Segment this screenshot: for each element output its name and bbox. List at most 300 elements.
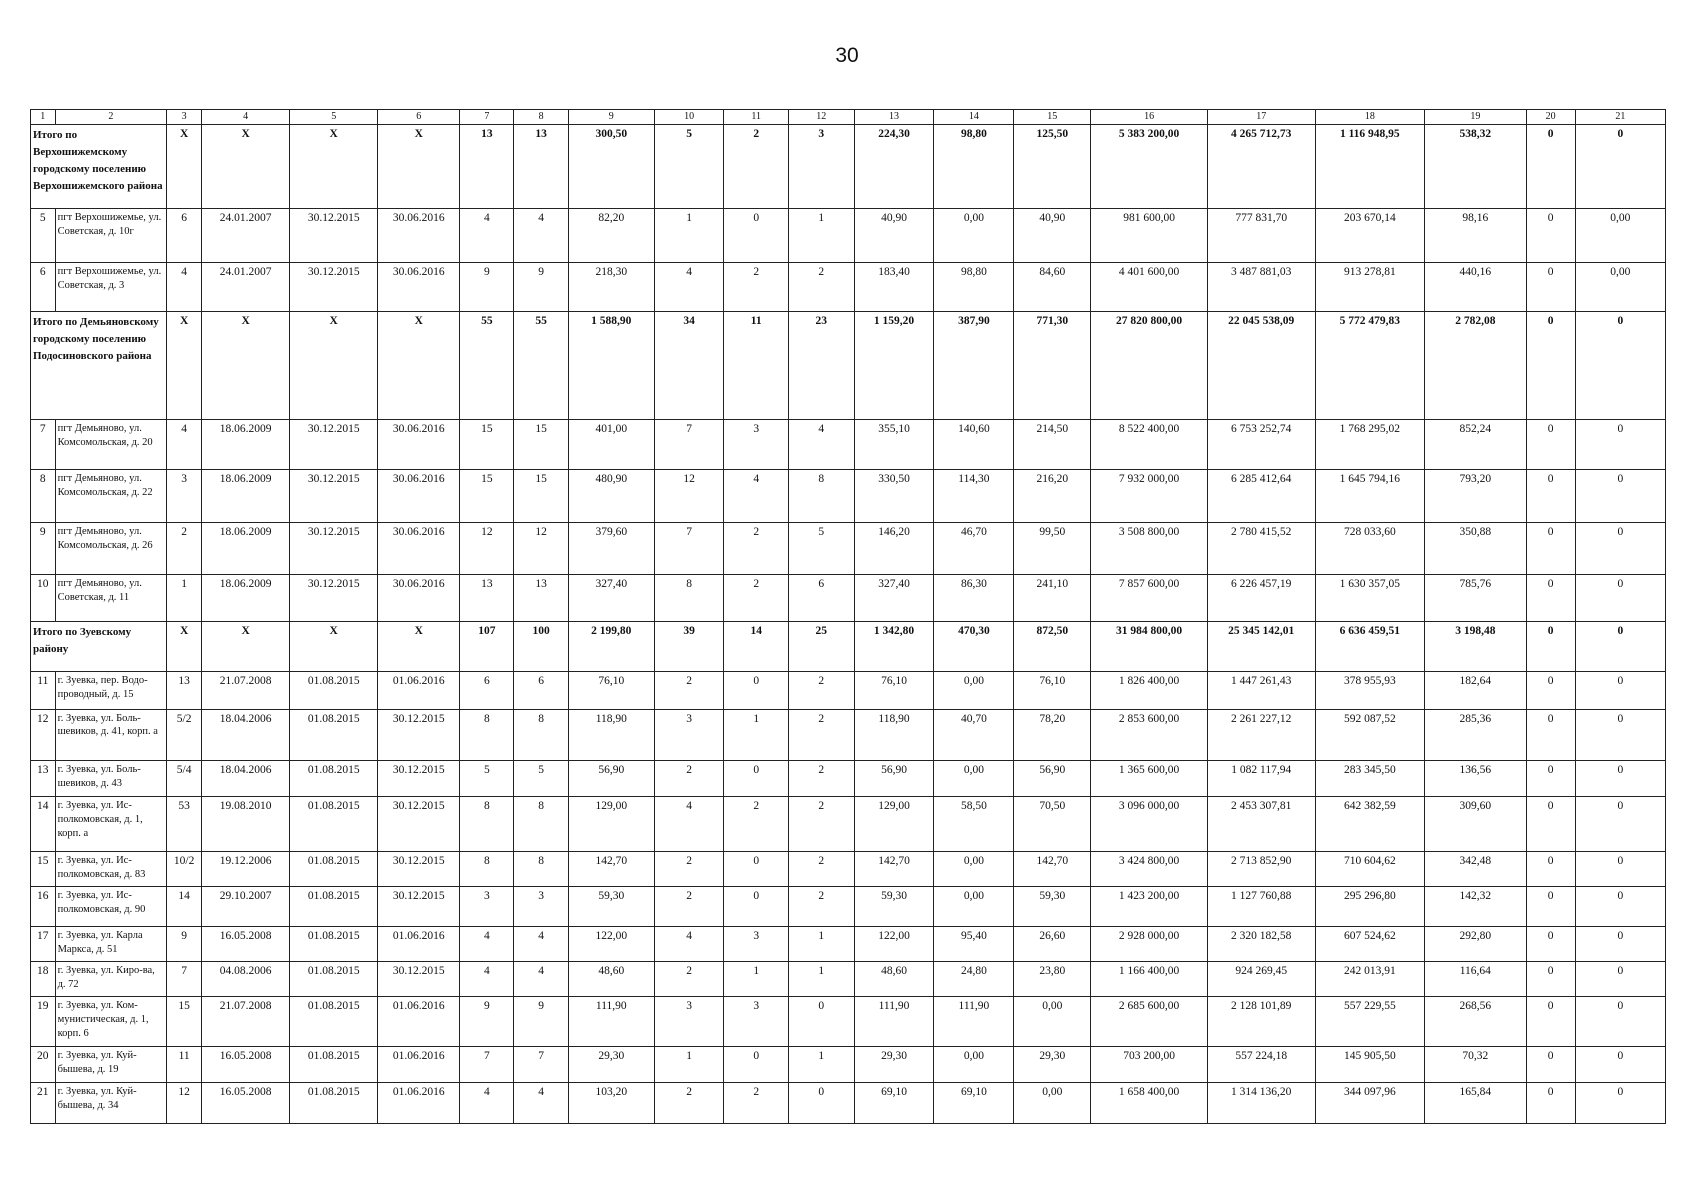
table-cell: 0 bbox=[1575, 124, 1665, 208]
table-cell: 2 453 307,81 bbox=[1207, 796, 1315, 851]
table-cell: 4 bbox=[654, 263, 724, 312]
subtotal-label: Итого по Верхошижемскому городскому поселению Верхошижемского района bbox=[31, 124, 167, 208]
table-cell: 31 984 800,00 bbox=[1091, 622, 1208, 672]
table-cell: 2 780 415,52 bbox=[1207, 523, 1315, 575]
column-number: 16 bbox=[1091, 110, 1208, 125]
table-cell: 3 bbox=[724, 926, 789, 961]
table-cell: 18.04.2006 bbox=[202, 709, 290, 760]
table-cell: 01.08.2015 bbox=[290, 760, 378, 796]
table-cell: 1 630 357,05 bbox=[1315, 575, 1425, 622]
table-cell: 480,90 bbox=[568, 469, 654, 522]
table-cell: 01.06.2016 bbox=[378, 997, 460, 1047]
table-cell: 0 bbox=[1526, 926, 1575, 961]
table-row bbox=[31, 575, 1666, 622]
table-cell: 01.06.2016 bbox=[378, 672, 460, 709]
subtotal-row bbox=[31, 622, 1666, 672]
table-cell: 0 bbox=[1526, 523, 1575, 575]
table-cell: 70,50 bbox=[1014, 796, 1091, 851]
table-cell: 5 772 479,83 bbox=[1315, 312, 1425, 420]
table-cell: 2 bbox=[724, 124, 789, 208]
table-cell: 14 bbox=[724, 622, 789, 672]
column-number: 20 bbox=[1526, 110, 1575, 125]
table-cell: 142,32 bbox=[1425, 887, 1526, 926]
column-number: 11 bbox=[724, 110, 789, 125]
table-cell: 3 bbox=[789, 124, 855, 208]
table-cell: 6 226 457,19 bbox=[1207, 575, 1315, 622]
address-cell: г. Зуевка, ул. Ис-полкомовская, д. 90 bbox=[55, 887, 167, 926]
table-cell: X bbox=[290, 124, 378, 208]
row-number: 20 bbox=[31, 1047, 56, 1083]
subtotal-label: Итого по Зуевскому району bbox=[31, 622, 167, 672]
table-cell: 12 bbox=[460, 523, 514, 575]
table-cell: 3 bbox=[724, 419, 789, 469]
table-cell: 0 bbox=[1526, 124, 1575, 208]
table-cell: 4 bbox=[460, 209, 514, 263]
table-cell: 470,30 bbox=[934, 622, 1014, 672]
table-cell: 24.01.2007 bbox=[202, 209, 290, 263]
table-cell: 216,20 bbox=[1014, 469, 1091, 522]
table-cell: 9 bbox=[460, 997, 514, 1047]
table-cell: 16.05.2008 bbox=[202, 1083, 290, 1124]
table-cell: 01.08.2015 bbox=[290, 997, 378, 1047]
table-cell: 2 bbox=[789, 887, 855, 926]
address-cell: г. Зуевка, ул. Ком-мунистическая, д. 1, корп. 6 bbox=[55, 997, 167, 1047]
table-cell: 3 bbox=[514, 887, 568, 926]
table-cell: 6 636 459,51 bbox=[1315, 622, 1425, 672]
table-cell: 2 bbox=[654, 672, 724, 709]
table-cell: 15 bbox=[460, 469, 514, 522]
table-cell: 59,30 bbox=[854, 887, 934, 926]
table-cell: 21.07.2008 bbox=[202, 997, 290, 1047]
table-cell: 118,90 bbox=[854, 709, 934, 760]
table-cell: 1 342,80 bbox=[854, 622, 934, 672]
table-cell: 140,60 bbox=[934, 419, 1014, 469]
table-cell: X bbox=[167, 312, 202, 420]
table-cell: 3 bbox=[654, 997, 724, 1047]
table-cell: 309,60 bbox=[1425, 796, 1526, 851]
table-cell: 18.06.2009 bbox=[202, 575, 290, 622]
table-cell: 13 bbox=[514, 575, 568, 622]
table-cell: 8 bbox=[460, 796, 514, 851]
table-cell: 76,10 bbox=[568, 672, 654, 709]
table-cell: 56,90 bbox=[1014, 760, 1091, 796]
table-cell: 18.06.2009 bbox=[202, 419, 290, 469]
column-number: 2 bbox=[55, 110, 167, 125]
table-cell: 18.06.2009 bbox=[202, 469, 290, 522]
table-cell: 0 bbox=[1575, 575, 1665, 622]
table-cell: 8 522 400,00 bbox=[1091, 419, 1208, 469]
table-cell: 29,30 bbox=[1014, 1047, 1091, 1083]
row-number: 11 bbox=[31, 672, 56, 709]
table-cell: 0,00 bbox=[1575, 209, 1665, 263]
table-cell: 1 bbox=[654, 209, 724, 263]
table-cell: 0 bbox=[1526, 852, 1575, 887]
table-cell: 2 853 600,00 bbox=[1091, 709, 1208, 760]
table-cell: 22 045 538,09 bbox=[1207, 312, 1315, 420]
row-number: 15 bbox=[31, 852, 56, 887]
table-cell: 214,50 bbox=[1014, 419, 1091, 469]
table-cell: 78,20 bbox=[1014, 709, 1091, 760]
table-cell: 1 423 200,00 bbox=[1091, 887, 1208, 926]
table-cell: 1 588,90 bbox=[568, 312, 654, 420]
table-cell: 100 bbox=[514, 622, 568, 672]
table-cell: 182,64 bbox=[1425, 672, 1526, 709]
table-cell: 19.08.2010 bbox=[202, 796, 290, 851]
table-cell: 1 768 295,02 bbox=[1315, 419, 1425, 469]
table-cell: 30.12.2015 bbox=[378, 709, 460, 760]
table-cell: 0 bbox=[1526, 672, 1575, 709]
table-cell: 30.06.2016 bbox=[378, 575, 460, 622]
table-cell: 2 bbox=[724, 523, 789, 575]
table-cell: 0,00 bbox=[934, 1047, 1014, 1083]
table-cell: 1 116 948,95 bbox=[1315, 124, 1425, 208]
column-number: 21 bbox=[1575, 110, 1665, 125]
column-number: 10 bbox=[654, 110, 724, 125]
table-cell: 4 bbox=[460, 1083, 514, 1124]
table-cell: 1 166 400,00 bbox=[1091, 961, 1208, 996]
table-cell: 01.08.2015 bbox=[290, 1083, 378, 1124]
table-cell: 8 bbox=[514, 796, 568, 851]
table-cell: 852,24 bbox=[1425, 419, 1526, 469]
table-cell: 2 bbox=[654, 852, 724, 887]
table-cell: 01.06.2016 bbox=[378, 1047, 460, 1083]
row-number: 16 bbox=[31, 887, 56, 926]
table-cell: 283 345,50 bbox=[1315, 760, 1425, 796]
table-cell: 111,90 bbox=[854, 997, 934, 1047]
table-cell: 15 bbox=[167, 997, 202, 1047]
table-cell: 8 bbox=[514, 852, 568, 887]
table-cell: 2 685 600,00 bbox=[1091, 997, 1208, 1047]
table-cell: X bbox=[167, 622, 202, 672]
table-cell: 344 097,96 bbox=[1315, 1083, 1425, 1124]
table-cell: 0 bbox=[1575, 672, 1665, 709]
table-cell: 146,20 bbox=[854, 523, 934, 575]
row-number: 21 bbox=[31, 1083, 56, 1124]
table-cell: 76,10 bbox=[854, 672, 934, 709]
table-cell: 84,60 bbox=[1014, 263, 1091, 312]
table-cell: 56,90 bbox=[854, 760, 934, 796]
page-number: 30 bbox=[835, 44, 859, 67]
table-cell: 145 905,50 bbox=[1315, 1047, 1425, 1083]
table-cell: 295 296,80 bbox=[1315, 887, 1425, 926]
table-cell: 16.05.2008 bbox=[202, 1047, 290, 1083]
row-number: 12 bbox=[31, 709, 56, 760]
table-cell: 4 bbox=[654, 926, 724, 961]
table-cell: 5 383 200,00 bbox=[1091, 124, 1208, 208]
table-cell: 557 229,55 bbox=[1315, 997, 1425, 1047]
address-cell: г. Зуевка, пер. Водо-проводный, д. 15 bbox=[55, 672, 167, 709]
address-cell: г. Зуевка, ул. Киро-ва, д. 72 bbox=[55, 961, 167, 996]
table-cell: 30.06.2016 bbox=[378, 209, 460, 263]
table-cell: 3 bbox=[654, 709, 724, 760]
table-cell: 1 bbox=[789, 961, 855, 996]
column-number: 4 bbox=[202, 110, 290, 125]
address-cell: г. Зуевка, ул. Ис-полкомовская, д. 83 bbox=[55, 852, 167, 887]
table-cell: 0,00 bbox=[934, 672, 1014, 709]
table-row bbox=[31, 469, 1666, 522]
table-cell: 69,10 bbox=[854, 1083, 934, 1124]
table-cell: 98,16 bbox=[1425, 209, 1526, 263]
table-cell: 2 bbox=[789, 709, 855, 760]
table-cell: 710 604,62 bbox=[1315, 852, 1425, 887]
table-cell: 1 bbox=[789, 926, 855, 961]
table-cell: 300,50 bbox=[568, 124, 654, 208]
table-cell: 1 127 760,88 bbox=[1207, 887, 1315, 926]
row-number: 8 bbox=[31, 469, 56, 522]
table-cell: 34 bbox=[654, 312, 724, 420]
table-cell: 48,60 bbox=[854, 961, 934, 996]
row-number: 14 bbox=[31, 796, 56, 851]
table-cell: 01.08.2015 bbox=[290, 796, 378, 851]
table-cell: 58,50 bbox=[934, 796, 1014, 851]
address-cell: пгт Демьяново, ул. Комсомольская, д. 20 bbox=[55, 419, 167, 469]
table-cell: 4 bbox=[167, 263, 202, 312]
table-cell: 0 bbox=[724, 1047, 789, 1083]
table-cell: 981 600,00 bbox=[1091, 209, 1208, 263]
table-cell: 4 bbox=[514, 209, 568, 263]
table-cell: 3 bbox=[724, 997, 789, 1047]
table-cell: 7 bbox=[654, 419, 724, 469]
table-cell: 23,80 bbox=[1014, 961, 1091, 996]
table-cell: 01.08.2015 bbox=[290, 887, 378, 926]
table-row bbox=[31, 760, 1666, 796]
table-cell: 142,70 bbox=[568, 852, 654, 887]
table-cell: 2 782,08 bbox=[1425, 312, 1526, 420]
table-cell: 0 bbox=[724, 209, 789, 263]
row-number: 13 bbox=[31, 760, 56, 796]
table-cell: 86,30 bbox=[934, 575, 1014, 622]
table-cell: 103,20 bbox=[568, 1083, 654, 1124]
table-cell: 4 bbox=[514, 961, 568, 996]
table-cell: 15 bbox=[514, 419, 568, 469]
column-number: 15 bbox=[1014, 110, 1091, 125]
table-cell: 1 082 117,94 bbox=[1207, 760, 1315, 796]
table-cell: 2 199,80 bbox=[568, 622, 654, 672]
table-row bbox=[31, 672, 1666, 709]
table-cell: 0 bbox=[1526, 760, 1575, 796]
table-cell: 11 bbox=[724, 312, 789, 420]
table-cell: 30.12.2015 bbox=[378, 961, 460, 996]
table-cell: 0,00 bbox=[934, 760, 1014, 796]
table-cell: 30.12.2015 bbox=[290, 263, 378, 312]
table-cell: 3 508 800,00 bbox=[1091, 523, 1208, 575]
table-cell: 30.06.2016 bbox=[378, 419, 460, 469]
table-cell: 7 bbox=[654, 523, 724, 575]
address-cell: пгт Демьяново, ул. Комсомольская, д. 22 bbox=[55, 469, 167, 522]
table-cell: 0 bbox=[1575, 796, 1665, 851]
table-cell: 9 bbox=[514, 263, 568, 312]
table-cell: 350,88 bbox=[1425, 523, 1526, 575]
table-cell: 30.12.2015 bbox=[378, 887, 460, 926]
table-cell: 2 bbox=[789, 852, 855, 887]
table-cell: 7 932 000,00 bbox=[1091, 469, 1208, 522]
table-cell: 538,32 bbox=[1425, 124, 1526, 208]
table-cell: 30.12.2015 bbox=[290, 209, 378, 263]
table-cell: 0 bbox=[1526, 419, 1575, 469]
table-cell: 0 bbox=[1526, 997, 1575, 1047]
row-number: 17 bbox=[31, 926, 56, 961]
table-cell: 8 bbox=[514, 709, 568, 760]
table-cell: 5 bbox=[789, 523, 855, 575]
table-cell: 142,70 bbox=[1014, 852, 1091, 887]
table-cell: 2 bbox=[654, 887, 724, 926]
table-cell: 4 bbox=[514, 1083, 568, 1124]
table-cell: 0 bbox=[724, 672, 789, 709]
table-cell: 13 bbox=[460, 124, 514, 208]
table-cell: 401,00 bbox=[568, 419, 654, 469]
address-cell: г. Зуевка, ул. Карла Маркса, д. 51 bbox=[55, 926, 167, 961]
table-cell: 142,70 bbox=[854, 852, 934, 887]
table-cell: 9 bbox=[167, 926, 202, 961]
column-number: 8 bbox=[514, 110, 568, 125]
table-cell: 7 bbox=[514, 1047, 568, 1083]
table-cell: 3 bbox=[167, 469, 202, 522]
table-cell: 2 bbox=[724, 1083, 789, 1124]
table-row bbox=[31, 1083, 1666, 1124]
subtotal-row bbox=[31, 124, 1666, 208]
table-cell: 76,10 bbox=[1014, 672, 1091, 709]
table-cell: 183,40 bbox=[854, 263, 934, 312]
table-cell: 5 bbox=[460, 760, 514, 796]
table-cell: 785,76 bbox=[1425, 575, 1526, 622]
table-cell: 24,80 bbox=[934, 961, 1014, 996]
table-cell: 777 831,70 bbox=[1207, 209, 1315, 263]
table-cell: 1 159,20 bbox=[854, 312, 934, 420]
table-cell: 387,90 bbox=[934, 312, 1014, 420]
table-cell: 30.12.2015 bbox=[378, 852, 460, 887]
table-cell: 40,70 bbox=[934, 709, 1014, 760]
table-cell: 2 bbox=[789, 760, 855, 796]
address-cell: пгт Демьяново, ул. Советская, д. 11 bbox=[55, 575, 167, 622]
table-cell: 0 bbox=[1526, 622, 1575, 672]
row-number: 9 bbox=[31, 523, 56, 575]
table-cell: 1 645 794,16 bbox=[1315, 469, 1425, 522]
table-cell: 25 bbox=[789, 622, 855, 672]
table-cell: 0 bbox=[1575, 1083, 1665, 1124]
table-cell: 5 bbox=[654, 124, 724, 208]
address-cell: г. Зуевка, ул. Ис-полкомовская, д. 1, корп. а bbox=[55, 796, 167, 851]
address-cell: г. Зуевка, ул. Куй-бышева, д. 19 bbox=[55, 1047, 167, 1083]
table-cell: 1 365 600,00 bbox=[1091, 760, 1208, 796]
table-cell: 1 826 400,00 bbox=[1091, 672, 1208, 709]
table-cell: 9 bbox=[460, 263, 514, 312]
table-cell: 0 bbox=[789, 997, 855, 1047]
column-number: 18 bbox=[1315, 110, 1425, 125]
table-cell: 01.08.2015 bbox=[290, 961, 378, 996]
table-cell: 01.06.2016 bbox=[378, 926, 460, 961]
table-cell: 218,30 bbox=[568, 263, 654, 312]
table-cell: 0 bbox=[1526, 575, 1575, 622]
table-cell: 3 198,48 bbox=[1425, 622, 1526, 672]
table-cell: 2 bbox=[654, 760, 724, 796]
table-cell: 11 bbox=[167, 1047, 202, 1083]
table-cell: 268,56 bbox=[1425, 997, 1526, 1047]
table-cell: X bbox=[378, 622, 460, 672]
table-cell: 0 bbox=[1575, 760, 1665, 796]
table-row bbox=[31, 997, 1666, 1047]
table-cell: 6 bbox=[167, 209, 202, 263]
table-cell: 01.06.2016 bbox=[378, 1083, 460, 1124]
table-cell: 59,30 bbox=[1014, 887, 1091, 926]
table-cell: 0 bbox=[1526, 1047, 1575, 1083]
table-cell: 3 424 800,00 bbox=[1091, 852, 1208, 887]
table-cell: 30.06.2016 bbox=[378, 469, 460, 522]
table-cell: 1 447 261,43 bbox=[1207, 672, 1315, 709]
table-cell: 0 bbox=[1575, 709, 1665, 760]
table-row bbox=[31, 263, 1666, 312]
table-cell: 82,20 bbox=[568, 209, 654, 263]
table-row bbox=[31, 523, 1666, 575]
table-cell: 21.07.2008 bbox=[202, 672, 290, 709]
table-cell: 2 713 852,90 bbox=[1207, 852, 1315, 887]
table-cell: 0 bbox=[1526, 961, 1575, 996]
table-cell: 19.12.2006 bbox=[202, 852, 290, 887]
table-cell: 2 bbox=[654, 961, 724, 996]
table-cell: 5/4 bbox=[167, 760, 202, 796]
table-cell: 2 320 182,58 bbox=[1207, 926, 1315, 961]
table-cell: 2 bbox=[789, 672, 855, 709]
table-cell: 0 bbox=[1526, 1083, 1575, 1124]
table-cell: 29,30 bbox=[854, 1047, 934, 1083]
table-cell: 53 bbox=[167, 796, 202, 851]
table-cell: 0 bbox=[1526, 709, 1575, 760]
table-cell: 1 bbox=[724, 961, 789, 996]
table-cell: 241,10 bbox=[1014, 575, 1091, 622]
table-cell: 1 bbox=[167, 575, 202, 622]
row-number: 10 bbox=[31, 575, 56, 622]
column-number: 6 bbox=[378, 110, 460, 125]
table-cell: 136,56 bbox=[1425, 760, 1526, 796]
table-cell: 18.06.2009 bbox=[202, 523, 290, 575]
table-cell: 29.10.2007 bbox=[202, 887, 290, 926]
table-cell: 0 bbox=[1526, 469, 1575, 522]
table-cell: 30.12.2015 bbox=[290, 523, 378, 575]
table-cell: 327,40 bbox=[854, 575, 934, 622]
table-cell: 0,00 bbox=[1014, 997, 1091, 1047]
table-cell: 13 bbox=[167, 672, 202, 709]
table-cell: 30.12.2015 bbox=[290, 469, 378, 522]
table-cell: 592 087,52 bbox=[1315, 709, 1425, 760]
table-row bbox=[31, 926, 1666, 961]
table-cell: X bbox=[290, 622, 378, 672]
table-cell: 4 265 712,73 bbox=[1207, 124, 1315, 208]
table-cell: 872,50 bbox=[1014, 622, 1091, 672]
table-cell: 27 820 800,00 bbox=[1091, 312, 1208, 420]
table-cell: 4 401 600,00 bbox=[1091, 263, 1208, 312]
table-cell: 122,00 bbox=[568, 926, 654, 961]
table-cell: 3 bbox=[460, 887, 514, 926]
table-cell: X bbox=[202, 124, 290, 208]
table-cell: 0 bbox=[1526, 887, 1575, 926]
table-cell: 55 bbox=[460, 312, 514, 420]
row-number: 7 bbox=[31, 419, 56, 469]
column-number: 5 bbox=[290, 110, 378, 125]
table-cell: 924 269,45 bbox=[1207, 961, 1315, 996]
table-cell: 48,60 bbox=[568, 961, 654, 996]
table-cell: 4 bbox=[654, 796, 724, 851]
table-cell: 642 382,59 bbox=[1315, 796, 1425, 851]
address-cell: г. Зуевка, ул. Куй-бышева, д. 34 bbox=[55, 1083, 167, 1124]
table-cell: 8 bbox=[654, 575, 724, 622]
table-row bbox=[31, 796, 1666, 851]
table-cell: 771,30 bbox=[1014, 312, 1091, 420]
table-cell: 30.12.2015 bbox=[290, 419, 378, 469]
table-cell: 9 bbox=[514, 997, 568, 1047]
table-cell: 0,00 bbox=[1575, 263, 1665, 312]
table-cell: 703 200,00 bbox=[1091, 1047, 1208, 1083]
table-cell: 0 bbox=[789, 1083, 855, 1124]
table-cell: 0 bbox=[724, 852, 789, 887]
